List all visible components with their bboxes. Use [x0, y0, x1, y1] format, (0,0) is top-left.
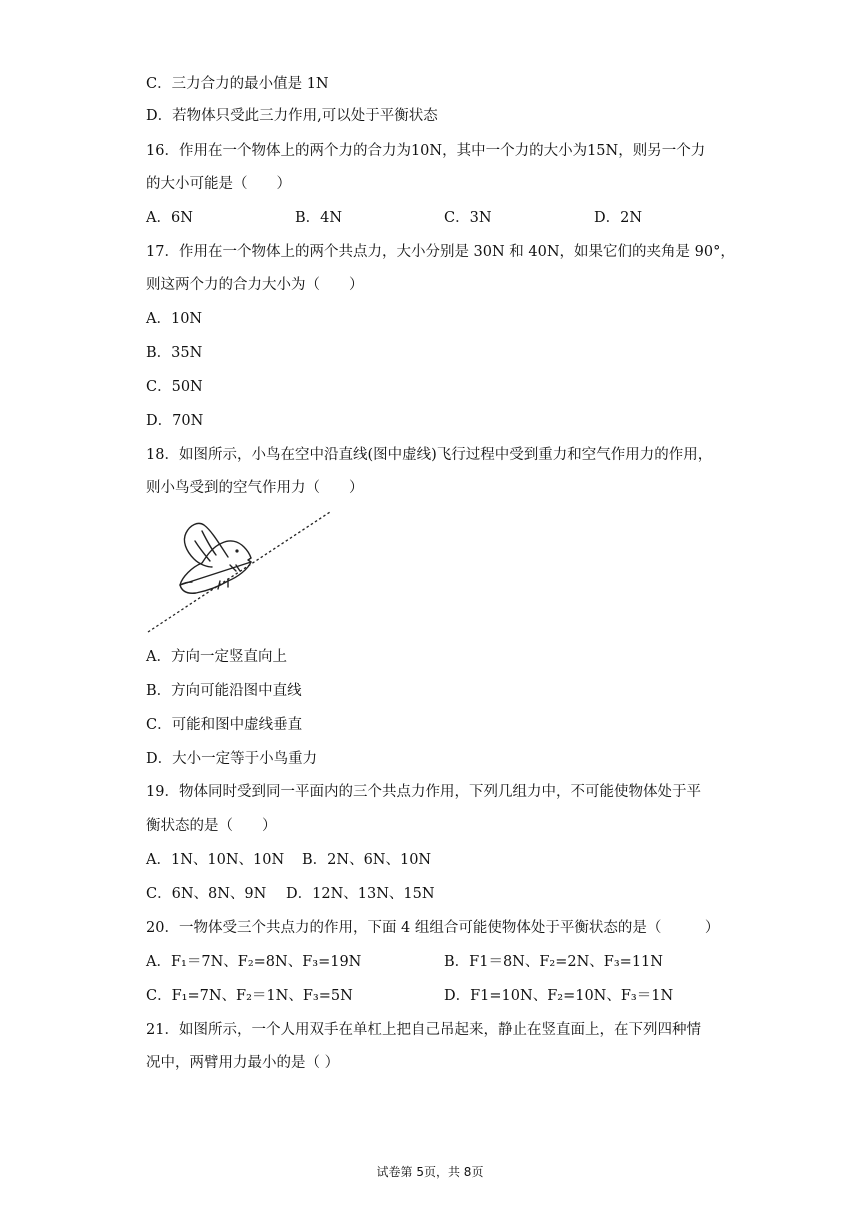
q20-option-c: C．F₁=7N、F₂＝1N、F₃=5N	[146, 988, 353, 1004]
q19-stem-line2: 衡状态的是（ ）	[146, 818, 277, 834]
q19-option-c: C．6N、8N、9N	[146, 886, 267, 902]
q17-option-d: D．70N	[146, 413, 204, 429]
q18-stem-line1: 18．如图所示，小鸟在空中沿直线(图中虚线)飞行过程中受到重力和空气作用力的作用，	[146, 447, 713, 463]
flight-path-dashed-line	[148, 512, 330, 632]
q17-option-a: A．10N	[146, 311, 203, 327]
q16-option-c: C．3N	[444, 210, 492, 226]
bird-eye-icon	[235, 549, 238, 552]
q16-stem-line2: 的大小可能是（ ）	[146, 176, 291, 192]
q20-option-d: D．F1=10N、F₂=10N、F₃＝1N	[444, 988, 674, 1004]
q17-option-b: B．35N	[146, 345, 203, 361]
q19-option-b: B．2N、6N、10N	[302, 852, 432, 868]
q19-stem-line1: 19．物体同时受到同一平面内的三个共点力作用，下列几组力中，不可能使物体处于平	[146, 784, 701, 800]
q17-stem-line2: 则这两个力的合力大小为（ ）	[146, 277, 364, 293]
q21-stem-line2: 况中，两臂用力最小的是（ ）	[146, 1055, 340, 1071]
q18-option-d: D．大小一定等于小鸟重力	[146, 751, 318, 767]
q21-stem-line1: 21．如图所示，一个人用双手在单杠上把自己吊起来，静止在竖直面上，在下列四种情	[146, 1022, 701, 1038]
q15-option-c: C．三力合力的最小值是 1N	[146, 76, 329, 92]
q17-option-c: C．50N	[146, 379, 203, 395]
q19-option-a: A．1N、10N、10N	[146, 852, 285, 868]
q18-option-b: B．方向可能沿图中直线	[146, 683, 302, 699]
q17-stem-line1: 17．作用在一个物体上的两个共点力，大小分别是 30N 和 40N，如果它们的夹角是 90°，	[146, 244, 735, 260]
bird-icon	[180, 523, 251, 593]
q16-option-b: B．4N	[295, 210, 343, 226]
bird-flight-figure	[140, 505, 340, 635]
q15-option-d: D．若物体只受此三力作用,可以处于平衡状态	[146, 108, 438, 124]
q18-option-a: A．方向一定竖直向上	[146, 649, 287, 665]
q19-option-d: D．12N、13N、15N	[286, 886, 435, 902]
q16-option-a: A．6N	[146, 210, 193, 226]
q16-option-d: D．2N	[594, 210, 643, 226]
q20-option-b: B．F1＝8N、F₂=2N、F₃=11N	[444, 954, 663, 970]
q20-stem: 20．一物体受三个共点力的作用，下面 4 组组合可能使物体处于平衡状态的是（ ）	[146, 920, 720, 936]
q20-option-a: A．F₁＝7N、F₂=8N、F₃=19N	[146, 954, 362, 970]
q18-option-c: C．可能和图中虚线垂直	[146, 717, 303, 733]
q16-stem-line1: 16．作用在一个物体上的两个力的合力为10N，其中一个力的大小为15N，则另一个力	[146, 143, 706, 159]
page-footer: 试卷第 5页，共 8页	[376, 1165, 484, 1179]
q18-stem-line2: 则小鸟受到的空气作用力（ ）	[146, 480, 364, 496]
